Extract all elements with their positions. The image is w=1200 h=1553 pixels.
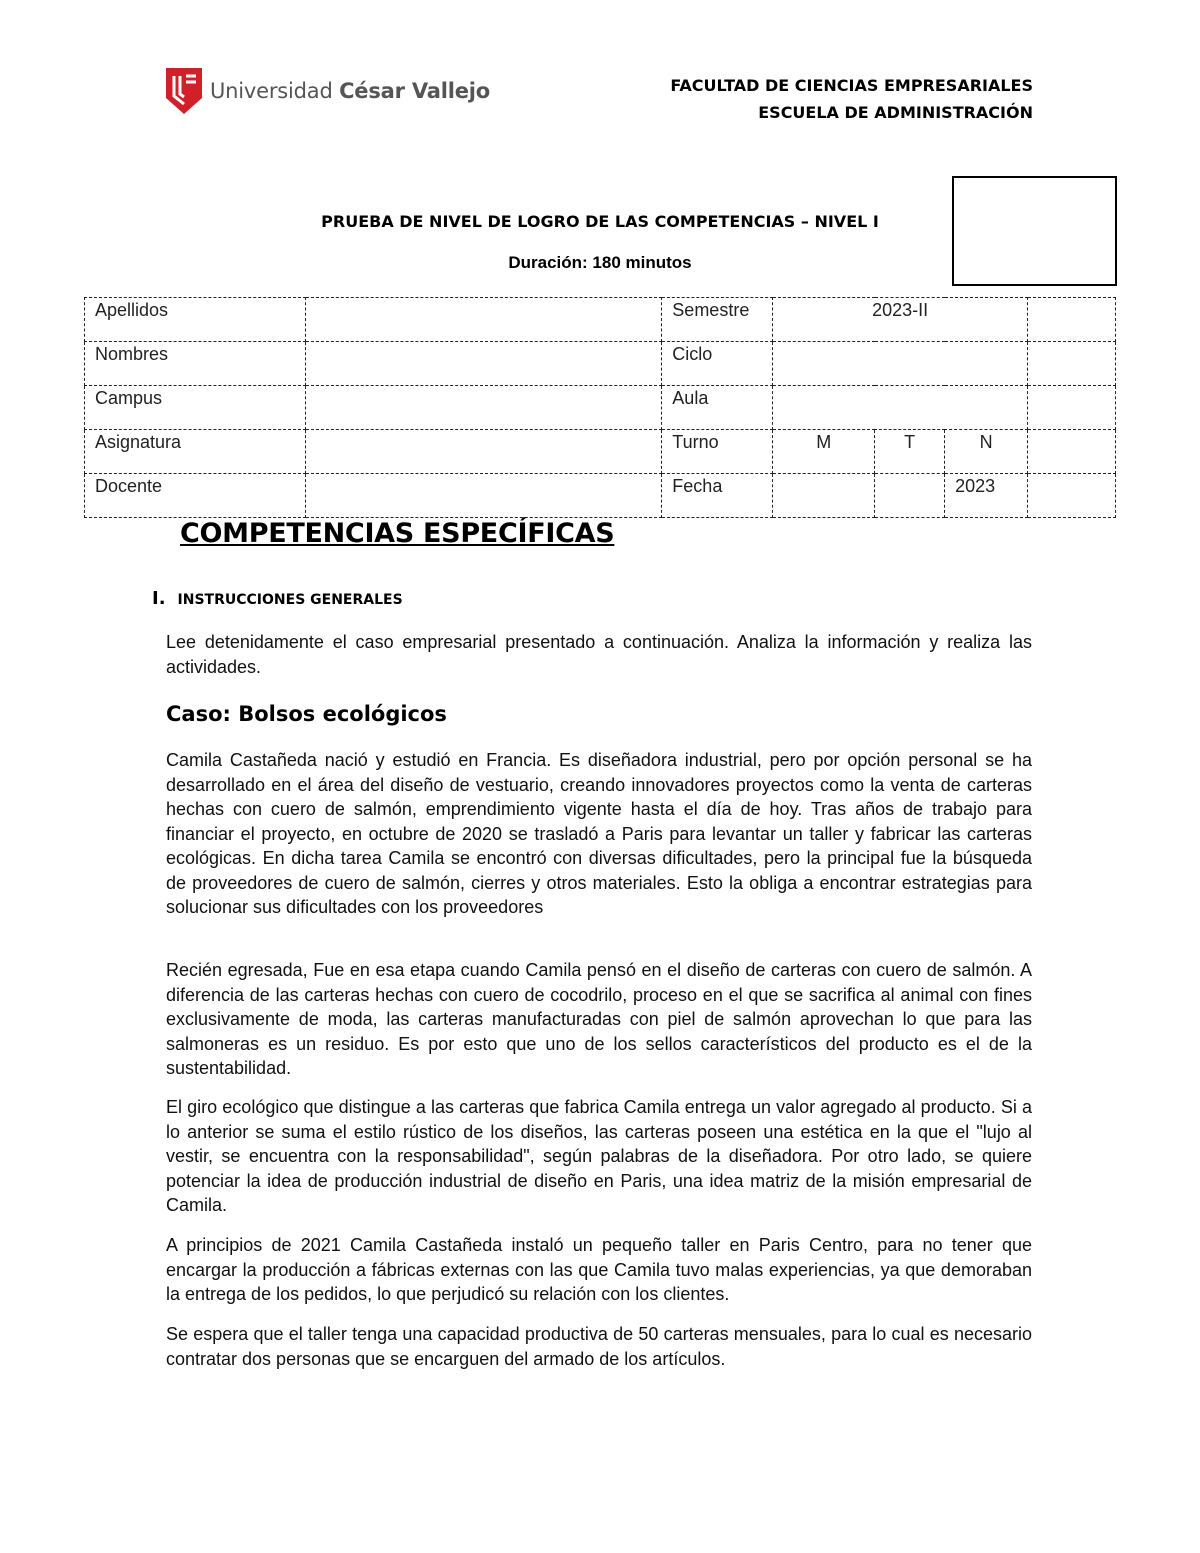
field-campus[interactable]	[305, 386, 661, 430]
label-nombres: Nombres	[85, 342, 306, 386]
case-paragraph-2: Recién egresada, Fue en esa etapa cuando Camila pensó en el diseño de carteras con cuero de salmón. A diferencia de las carteras hechas con cuero de cocodrilo, proceso en el que se sacrifica al animal con fines exclusivamente de moda, las carteras manufacturadas con piel de salmón aprovechan lo que para las salmoneras es un residuo. Es por esto que uno de los sellos característicos del producto es el de la sustentabilidad.	[166, 960, 1032, 1078]
blank-cell	[1028, 474, 1116, 518]
label-apellidos: Apellidos	[85, 298, 306, 342]
case-paragraph-3: El giro ecológico que distingue a las carteras que fabrica Camila entrega un valor agregado al producto. Si a lo anterior se suma el estilo rústico de los diseños, las carteras poseen una estética en la que el "lujo al vestir, se encuentra con la responsabilidad", según palabras de la diseñadora. Por otro lado, se quiere potenciar la idea de producción industrial de diseño en Paris, una idea matriz de la misión empresarial de Camila.	[166, 1097, 1032, 1215]
table-row	[85, 474, 1116, 518]
logo-text: Universidad César Vallejo	[210, 79, 491, 103]
value-fecha-year: 2023	[945, 474, 1028, 518]
faculty-heading	[670, 72, 1033, 126]
turno-option-m[interactable]: M	[773, 430, 875, 474]
field-aula[interactable]	[773, 386, 1028, 430]
instructions-title: INSTRUCCIONES GENERALES	[177, 592, 403, 608]
blank-cell	[1028, 430, 1116, 474]
field-apellidos[interactable]	[305, 298, 661, 342]
case-paragraph-1: Camila Castañeda nació y estudió en Francia. Es diseñadora industrial, pero por opción personal se ha desarrollado en el área del diseño de vestuario, creando innovadores proyectos como la venta de carteras hechas con cuero de salmón, emprendimiento vigente hasta el día de hoy. Tras años de trabajo para financiar el proyecto, en octubre de 2020 se trasladó a Paris para levantar un taller y fabricar las carteras ecológicas. En dicha tarea Camila se encontró con diversas dificultades, pero la principal fue la búsqueda de proveedores de cuero de salmón, cierres y otros materiales. Esto la obliga a encontrar estrategias para solucionar sus dificultades con los proveedores	[166, 750, 1032, 917]
label-aula: Aula	[662, 386, 773, 430]
table-row	[85, 430, 1116, 474]
case-paragraph-4: A principios de 2021 Camila Castañeda instaló un pequeño taller en Paris Centro, para no tener que encargar la producción a fábricas externas con las que Camila tuvo malas experiencias, ya que demoraban la entrega de los pedidos, lo que perjudicó su relación con los clientes.	[166, 1235, 1032, 1304]
instructions-text: Lee detenidamente el caso empresarial presentado a continuación. Analiza la información y realiza las actividades.	[166, 632, 1032, 677]
field-fecha-month[interactable]	[875, 474, 945, 518]
label-fecha: Fecha	[662, 474, 773, 518]
blank-cell	[1028, 298, 1116, 342]
field-nombres[interactable]	[305, 342, 661, 386]
school-name: ESCUELA DE ADMINISTRACIÓN	[758, 103, 1033, 122]
blank-cell	[1028, 342, 1116, 386]
field-fecha-day[interactable]	[773, 474, 875, 518]
table-row	[85, 386, 1116, 430]
value-semestre: 2023-II	[773, 298, 1028, 342]
table-row	[85, 342, 1116, 386]
instructions-number: I.	[152, 588, 166, 609]
test-title: PRUEBA DE NIVEL DE LOGRO DE LAS COMPETENCIAS – NIVEL I	[321, 212, 879, 231]
field-ciclo[interactable]	[773, 342, 1028, 386]
university-logo	[166, 68, 490, 114]
label-campus: Campus	[85, 386, 306, 430]
label-docente: Docente	[85, 474, 306, 518]
test-duration: Duración: 180 minutos	[508, 253, 692, 272]
instructions-heading	[152, 588, 403, 609]
field-asignatura[interactable]	[305, 430, 661, 474]
turno-option-n[interactable]: N	[945, 430, 1028, 474]
case-paragraph-5: Se espera que el taller tenga una capacidad productiva de 50 carteras mensuales, para lo cual es necesario contratar dos personas que se encarguen del armado de los artículos.	[166, 1324, 1032, 1369]
university-shield-icon	[166, 68, 202, 114]
section-title: COMPETENCIAS ESPECÍFICAS	[180, 518, 615, 549]
student-info-table	[84, 297, 1116, 518]
field-docente[interactable]	[305, 474, 661, 518]
label-asignatura: Asignatura	[85, 430, 306, 474]
table-row	[85, 298, 1116, 342]
turno-option-t[interactable]: T	[875, 430, 945, 474]
label-ciclo: Ciclo	[662, 342, 773, 386]
label-turno: Turno	[662, 430, 773, 474]
case-title: Caso: Bolsos ecológicos	[166, 702, 447, 726]
faculty-name: FACULTAD DE CIENCIAS EMPRESARIALES	[670, 76, 1033, 95]
label-semestre: Semestre	[662, 298, 773, 342]
blank-cell	[1028, 386, 1116, 430]
